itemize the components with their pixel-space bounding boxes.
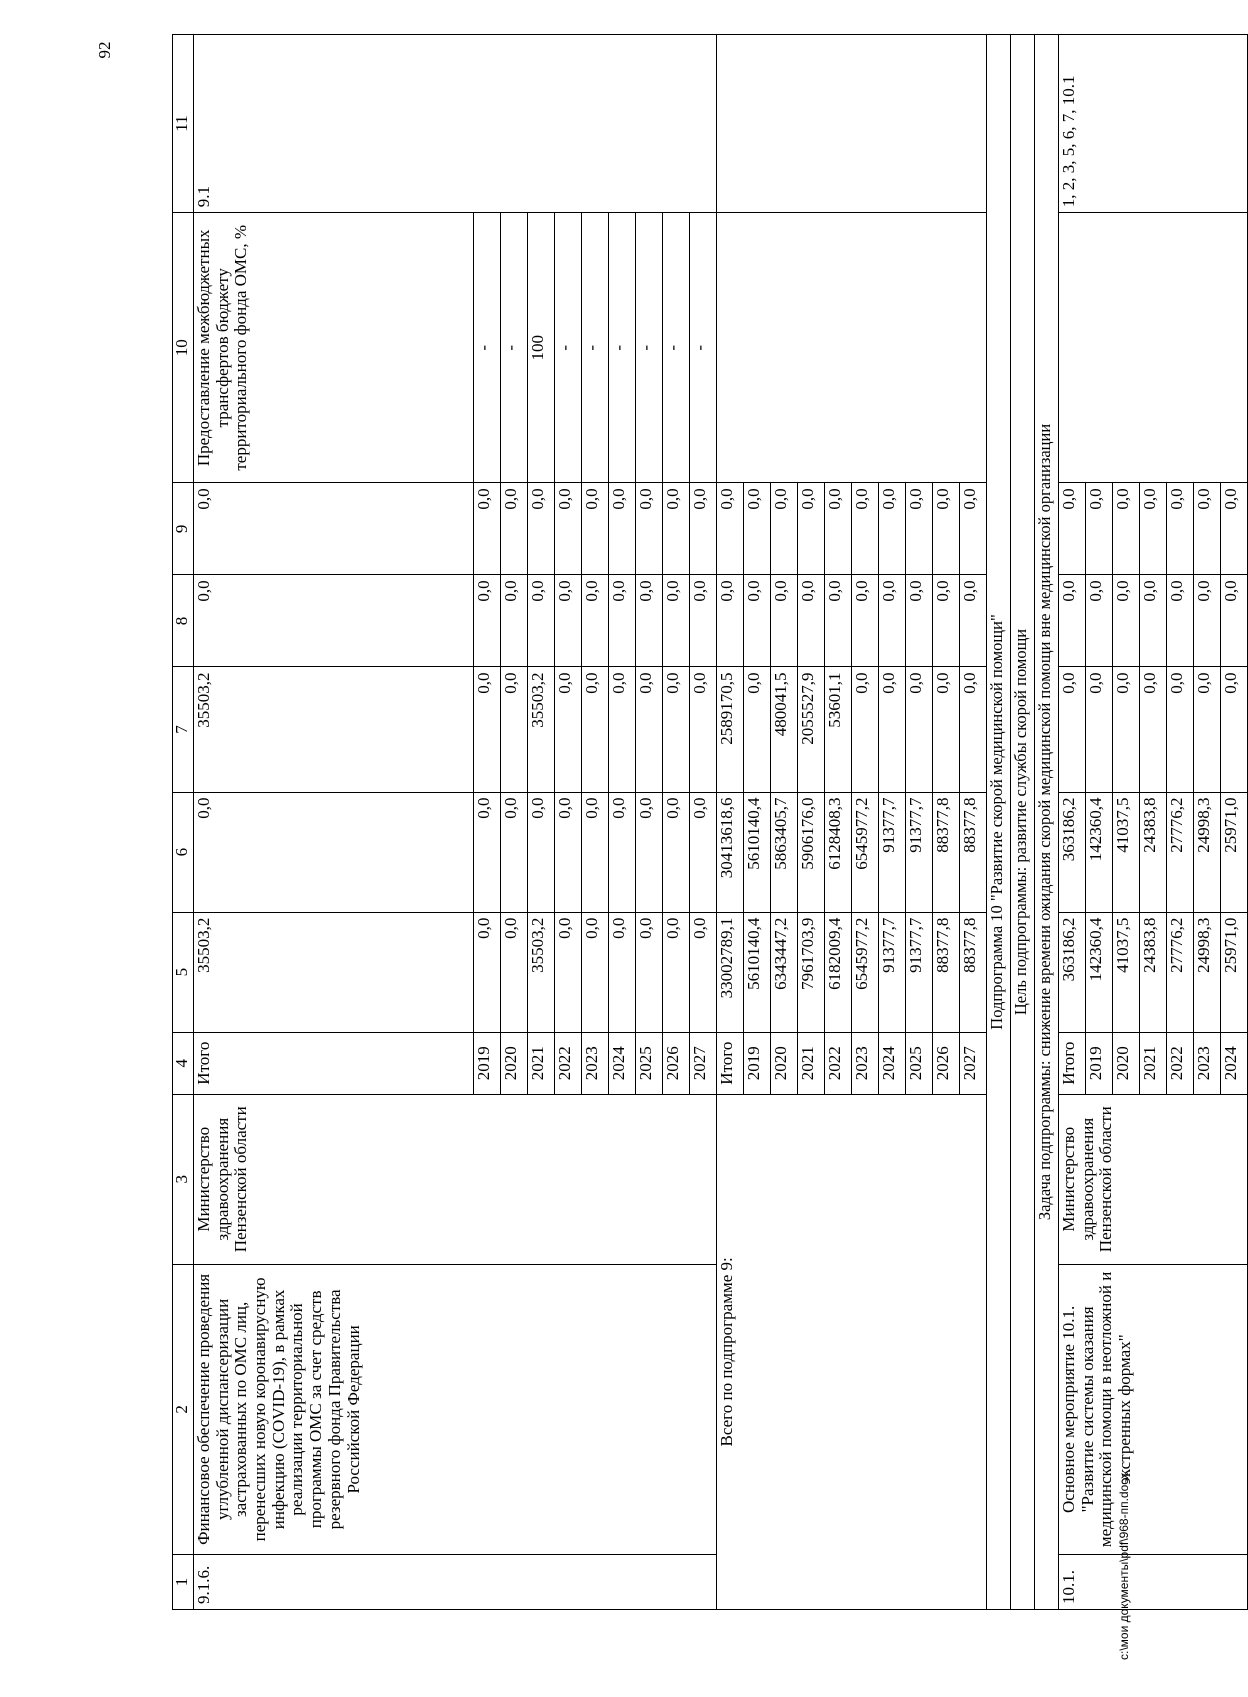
total-amount-cell: 0,0	[636, 912, 663, 1032]
table-row	[717, 35, 744, 1610]
federal-budget-cell: 0,0	[636, 667, 663, 792]
regional-budget-cell: 88377,8	[933, 792, 960, 912]
year-cell: 2026	[933, 1032, 960, 1094]
year-cell: 2020	[1113, 1032, 1140, 1094]
year-cell: 2020	[771, 1032, 798, 1094]
header-cell: 1	[173, 1554, 194, 1609]
subprogram-goal-row: Цель подпрограммы: развитие службы скорой помощи	[1011, 35, 1035, 1610]
municipal-budget-cell: 0,0	[852, 575, 879, 667]
municipal-budget-cell: 0,0	[528, 575, 555, 667]
regional-budget-cell: 6545977,2	[852, 792, 879, 912]
year-cell: 2025	[636, 1032, 663, 1094]
extrabudget-cell: 0,0	[960, 483, 987, 575]
indicator-value-cell: -	[636, 213, 663, 483]
municipal-budget-cell: 0,0	[663, 575, 690, 667]
municipal-budget-cell: 0,0	[1113, 575, 1140, 667]
extrabudget-cell: 0,0	[1221, 483, 1248, 575]
extrabudget-cell: 0,0	[501, 483, 528, 575]
goal-row	[1011, 35, 1035, 1610]
measure-name-cell: Основное мероприятие 10.1. "Развитие системы оказания медицинской помощи в неотложной и экстренных формах"	[1059, 1264, 1248, 1554]
municipal-budget-cell: 0,0	[960, 575, 987, 667]
executor-cell: Министерство здравоохранения Пензенской области	[194, 1094, 717, 1264]
total-amount-cell: 27776,2	[1167, 912, 1194, 1032]
federal-budget-cell: 0,0	[1113, 667, 1140, 792]
federal-budget-cell: 0,0	[879, 667, 906, 792]
federal-budget-cell: 53601,1	[825, 667, 852, 792]
federal-budget-cell: 0,0	[501, 667, 528, 792]
extrabudget-cell: 0,0	[555, 483, 582, 575]
year-cell: 2019	[474, 1032, 501, 1094]
total-amount-cell: 24998,3	[1194, 912, 1221, 1032]
year-cell: 2020	[501, 1032, 528, 1094]
federal-budget-cell: 35503,2	[528, 667, 555, 792]
total-amount-cell: 0,0	[555, 912, 582, 1032]
federal-budget-cell: 480041,5	[771, 667, 798, 792]
regional-budget-cell: 0,0	[501, 792, 528, 912]
regional-budget-cell: 27776,2	[1167, 792, 1194, 912]
total-amount-cell: 6182009,4	[825, 912, 852, 1032]
year-cell: 2023	[582, 1032, 609, 1094]
extrabudget-cell: 0,0	[798, 483, 825, 575]
extrabudget-cell: 0,0	[825, 483, 852, 575]
year-cell: 2026	[663, 1032, 690, 1094]
regional-budget-cell: 41037,5	[1113, 792, 1140, 912]
page-number: 92	[95, 41, 114, 59]
regional-budget-cell: 6128408,3	[825, 792, 852, 912]
subprogram-total-label: Всего по подпрограмме 9:	[717, 1094, 987, 1609]
total-amount-cell: 25971,0	[1221, 912, 1248, 1032]
year-cell: Итого	[194, 1032, 474, 1094]
extrabudget-cell: 0,0	[663, 483, 690, 575]
federal-budget-cell: 0,0	[852, 667, 879, 792]
link-cell	[717, 35, 987, 213]
federal-budget-cell: 2589170,5	[717, 667, 744, 792]
municipal-budget-cell: 0,0	[1059, 575, 1086, 667]
extrabudget-cell: 0,0	[771, 483, 798, 575]
indicator-cell	[1059, 213, 1248, 483]
year-cell: 2023	[1194, 1032, 1221, 1094]
total-amount-cell: 6343447,2	[771, 912, 798, 1032]
indicator-value-cell: 100	[528, 213, 555, 483]
table-body	[173, 35, 1248, 1610]
municipal-budget-cell: 0,0	[744, 575, 771, 667]
municipal-budget-cell: 0,0	[501, 575, 528, 667]
total-amount-cell: 7961703,9	[798, 912, 825, 1032]
federal-budget-cell: 0,0	[1194, 667, 1221, 792]
indicator-value-cell: -	[663, 213, 690, 483]
total-amount-cell: 0,0	[609, 912, 636, 1032]
total-amount-cell: 0,0	[474, 912, 501, 1032]
extrabudget-cell: 0,0	[1086, 483, 1113, 575]
total-amount-cell: 0,0	[501, 912, 528, 1032]
indicator-value-cell: -	[555, 213, 582, 483]
task-row	[1035, 35, 1059, 1610]
federal-budget-cell: 0,0	[609, 667, 636, 792]
federal-budget-cell: 0,0	[555, 667, 582, 792]
footer-file-path: c:\мои документы\pdf\968-пп.docx	[1117, 1472, 1131, 1660]
municipal-budget-cell: 0,0	[933, 575, 960, 667]
extrabudget-cell: 0,0	[1194, 483, 1221, 575]
year-cell: 2024	[609, 1032, 636, 1094]
regional-budget-cell: 0,0	[474, 792, 501, 912]
subprogram-row	[987, 35, 1011, 1610]
year-cell: 2025	[906, 1032, 933, 1094]
extrabudget-cell: 0,0	[609, 483, 636, 575]
year-cell: 2027	[960, 1032, 987, 1094]
year-cell: 2027	[690, 1032, 717, 1094]
header-cell: 7	[173, 667, 194, 792]
column-number-row	[173, 35, 194, 1610]
regional-budget-cell: 363186,2	[1059, 792, 1086, 912]
regional-budget-cell: 5906176,0	[798, 792, 825, 912]
regional-budget-cell: 91377,7	[906, 792, 933, 912]
municipal-budget-cell: 0,0	[717, 575, 744, 667]
municipal-budget-cell: 0,0	[825, 575, 852, 667]
municipal-budget-cell: 0,0	[1167, 575, 1194, 667]
federal-budget-cell: 0,0	[744, 667, 771, 792]
extrabudget-cell: 0,0	[1113, 483, 1140, 575]
link-cell: 1, 2, 3, 5, 6, 7, 10.1	[1059, 35, 1248, 213]
header-cell: 9	[173, 483, 194, 575]
total-amount-cell: 33002789,1	[717, 912, 744, 1032]
extrabudget-cell: 0,0	[744, 483, 771, 575]
indicator-value-cell: -	[582, 213, 609, 483]
municipal-budget-cell: 0,0	[582, 575, 609, 667]
federal-budget-cell: 0,0	[1167, 667, 1194, 792]
total-amount-cell: 91377,7	[906, 912, 933, 1032]
regional-budget-cell: 88377,8	[960, 792, 987, 912]
municipal-budget-cell: 0,0	[194, 575, 474, 667]
federal-budget-cell: 0,0	[474, 667, 501, 792]
total-amount-cell: 41037,5	[1113, 912, 1140, 1032]
total-amount-cell: 0,0	[663, 912, 690, 1032]
municipal-budget-cell: 0,0	[636, 575, 663, 667]
total-amount-cell: 35503,2	[194, 912, 474, 1032]
federal-budget-cell: 0,0	[690, 667, 717, 792]
federal-budget-cell: 0,0	[1221, 667, 1248, 792]
year-cell: 2021	[528, 1032, 555, 1094]
indicator-value-cell: -	[501, 213, 528, 483]
year-cell: 2022	[1167, 1032, 1194, 1094]
total-amount-cell: 0,0	[582, 912, 609, 1032]
header-cell: 6	[173, 792, 194, 912]
extrabudget-cell: 0,0	[690, 483, 717, 575]
extrabudget-cell: 0,0	[933, 483, 960, 575]
regional-budget-cell: 0,0	[690, 792, 717, 912]
extrabudget-cell: 0,0	[582, 483, 609, 575]
federal-budget-cell: 0,0	[906, 667, 933, 792]
federal-budget-cell: 35503,2	[194, 667, 474, 792]
municipal-budget-cell: 0,0	[555, 575, 582, 667]
regional-budget-cell: 0,0	[555, 792, 582, 912]
year-cell: 2019	[744, 1032, 771, 1094]
total-amount-cell: 5610140,4	[744, 912, 771, 1032]
indicator-cell: Предоставление межбюджетных трансфертов бюджету территориального фонда ОМС, %	[194, 213, 474, 483]
regional-budget-cell: 24998,3	[1194, 792, 1221, 912]
year-cell: Итого	[717, 1032, 744, 1094]
indicator-value-cell: -	[474, 213, 501, 483]
municipal-budget-cell: 0,0	[879, 575, 906, 667]
federal-budget-cell: 0,0	[1086, 667, 1113, 792]
measure-name-cell: Финансовое обеспечение проведения углубленной диспансеризации застрахованных по ОМС лиц, перенесших новую коронавирусную инфекцию (COVID-19), в рамках реализации территориальной программы ОМС за счет средств резервного фонда Правительства Российской Федерации	[194, 1264, 717, 1554]
municipal-budget-cell: 0,0	[1086, 575, 1113, 667]
extrabudget-cell: 0,0	[474, 483, 501, 575]
header-cell: 2	[173, 1264, 194, 1554]
federal-budget-cell: 0,0	[933, 667, 960, 792]
regional-budget-cell: 0,0	[663, 792, 690, 912]
total-amount-cell: 91377,7	[879, 912, 906, 1032]
regional-budget-cell: 91377,7	[879, 792, 906, 912]
total-amount-cell: 363186,2	[1059, 912, 1086, 1032]
header-cell: 10	[173, 213, 194, 483]
federal-budget-cell: 2055527,9	[798, 667, 825, 792]
year-cell: 2022	[825, 1032, 852, 1094]
municipal-budget-cell: 0,0	[1221, 575, 1248, 667]
total-amount-cell: 88377,8	[933, 912, 960, 1032]
header-cell: 11	[173, 35, 194, 213]
extrabudget-cell: 0,0	[852, 483, 879, 575]
extrabudget-cell: 0,0	[906, 483, 933, 575]
indicator-value-cell: -	[609, 213, 636, 483]
regional-budget-cell: 0,0	[636, 792, 663, 912]
header-cell: 4	[173, 1032, 194, 1094]
regional-budget-cell: 0,0	[528, 792, 555, 912]
municipal-budget-cell: 0,0	[1194, 575, 1221, 667]
extrabudget-cell: 0,0	[717, 483, 744, 575]
subprogram-title-row: Подпрограмма 10 "Развитие скорой медицинской помощи"	[987, 35, 1011, 1610]
regional-budget-cell: 25971,0	[1221, 792, 1248, 912]
year-cell: Итого	[1059, 1032, 1086, 1094]
regional-budget-cell: 0,0	[609, 792, 636, 912]
extrabudget-cell: 0,0	[1140, 483, 1167, 575]
municipal-budget-cell: 0,0	[609, 575, 636, 667]
year-cell: 2019	[1086, 1032, 1113, 1094]
extrabudget-cell: 0,0	[528, 483, 555, 575]
year-cell: 2021	[798, 1032, 825, 1094]
regional-budget-cell: 24383,8	[1140, 792, 1167, 912]
extrabudget-cell: 0,0	[194, 483, 474, 575]
total-amount-cell: 142360,4	[1086, 912, 1113, 1032]
federal-budget-cell: 0,0	[1059, 667, 1086, 792]
budget-table	[172, 34, 1248, 1610]
municipal-budget-cell: 0,0	[798, 575, 825, 667]
header-cell: 8	[173, 575, 194, 667]
total-amount-cell: 6545977,2	[852, 912, 879, 1032]
extrabudget-cell: 0,0	[636, 483, 663, 575]
total-amount-cell: 88377,8	[960, 912, 987, 1032]
regional-budget-cell: 0,0	[194, 792, 474, 912]
federal-budget-cell: 0,0	[582, 667, 609, 792]
extrabudget-cell: 0,0	[1167, 483, 1194, 575]
total-amount-cell: 24383,8	[1140, 912, 1167, 1032]
federal-budget-cell: 0,0	[960, 667, 987, 792]
federal-budget-cell: 0,0	[663, 667, 690, 792]
municipal-budget-cell: 0,0	[690, 575, 717, 667]
total-amount-cell: 35503,2	[528, 912, 555, 1032]
municipal-budget-cell: 0,0	[906, 575, 933, 667]
regional-budget-cell: 30413618,6	[717, 792, 744, 912]
federal-budget-cell: 0,0	[1140, 667, 1167, 792]
header-cell: 5	[173, 912, 194, 1032]
regional-budget-cell: 142360,4	[1086, 792, 1113, 912]
indicator-cell	[717, 213, 987, 483]
year-cell: 2021	[1140, 1032, 1167, 1094]
subprogram-task-row: Задача подпрограммы: снижение времени ожидания скорой медицинской помощи вне медицинской организации	[1035, 35, 1059, 1610]
municipal-budget-cell: 0,0	[771, 575, 798, 667]
header-cell: 3	[173, 1094, 194, 1264]
regional-budget-cell: 5863405,7	[771, 792, 798, 912]
extrabudget-cell: 0,0	[1059, 483, 1086, 575]
regional-budget-cell: 0,0	[582, 792, 609, 912]
regional-budget-cell: 5610140,4	[744, 792, 771, 912]
municipal-budget-cell: 0,0	[1140, 575, 1167, 667]
year-cell: 2023	[852, 1032, 879, 1094]
extrabudget-cell: 0,0	[879, 483, 906, 575]
row-number-cell: 9.1.6.	[194, 1554, 717, 1609]
year-cell: 2024	[879, 1032, 906, 1094]
municipal-budget-cell: 0,0	[474, 575, 501, 667]
year-cell: 2024	[1221, 1032, 1248, 1094]
total-amount-cell: 0,0	[690, 912, 717, 1032]
executor-cell: Министерство здравоохранения Пензенской области	[1059, 1094, 1248, 1264]
indicator-value-cell: -	[690, 213, 717, 483]
table-row	[1059, 35, 1086, 1610]
table-row	[194, 35, 474, 1610]
year-cell: 2022	[555, 1032, 582, 1094]
row-number-cell: 10.1.	[1059, 1554, 1248, 1609]
link-cell: 9.1	[194, 35, 717, 213]
